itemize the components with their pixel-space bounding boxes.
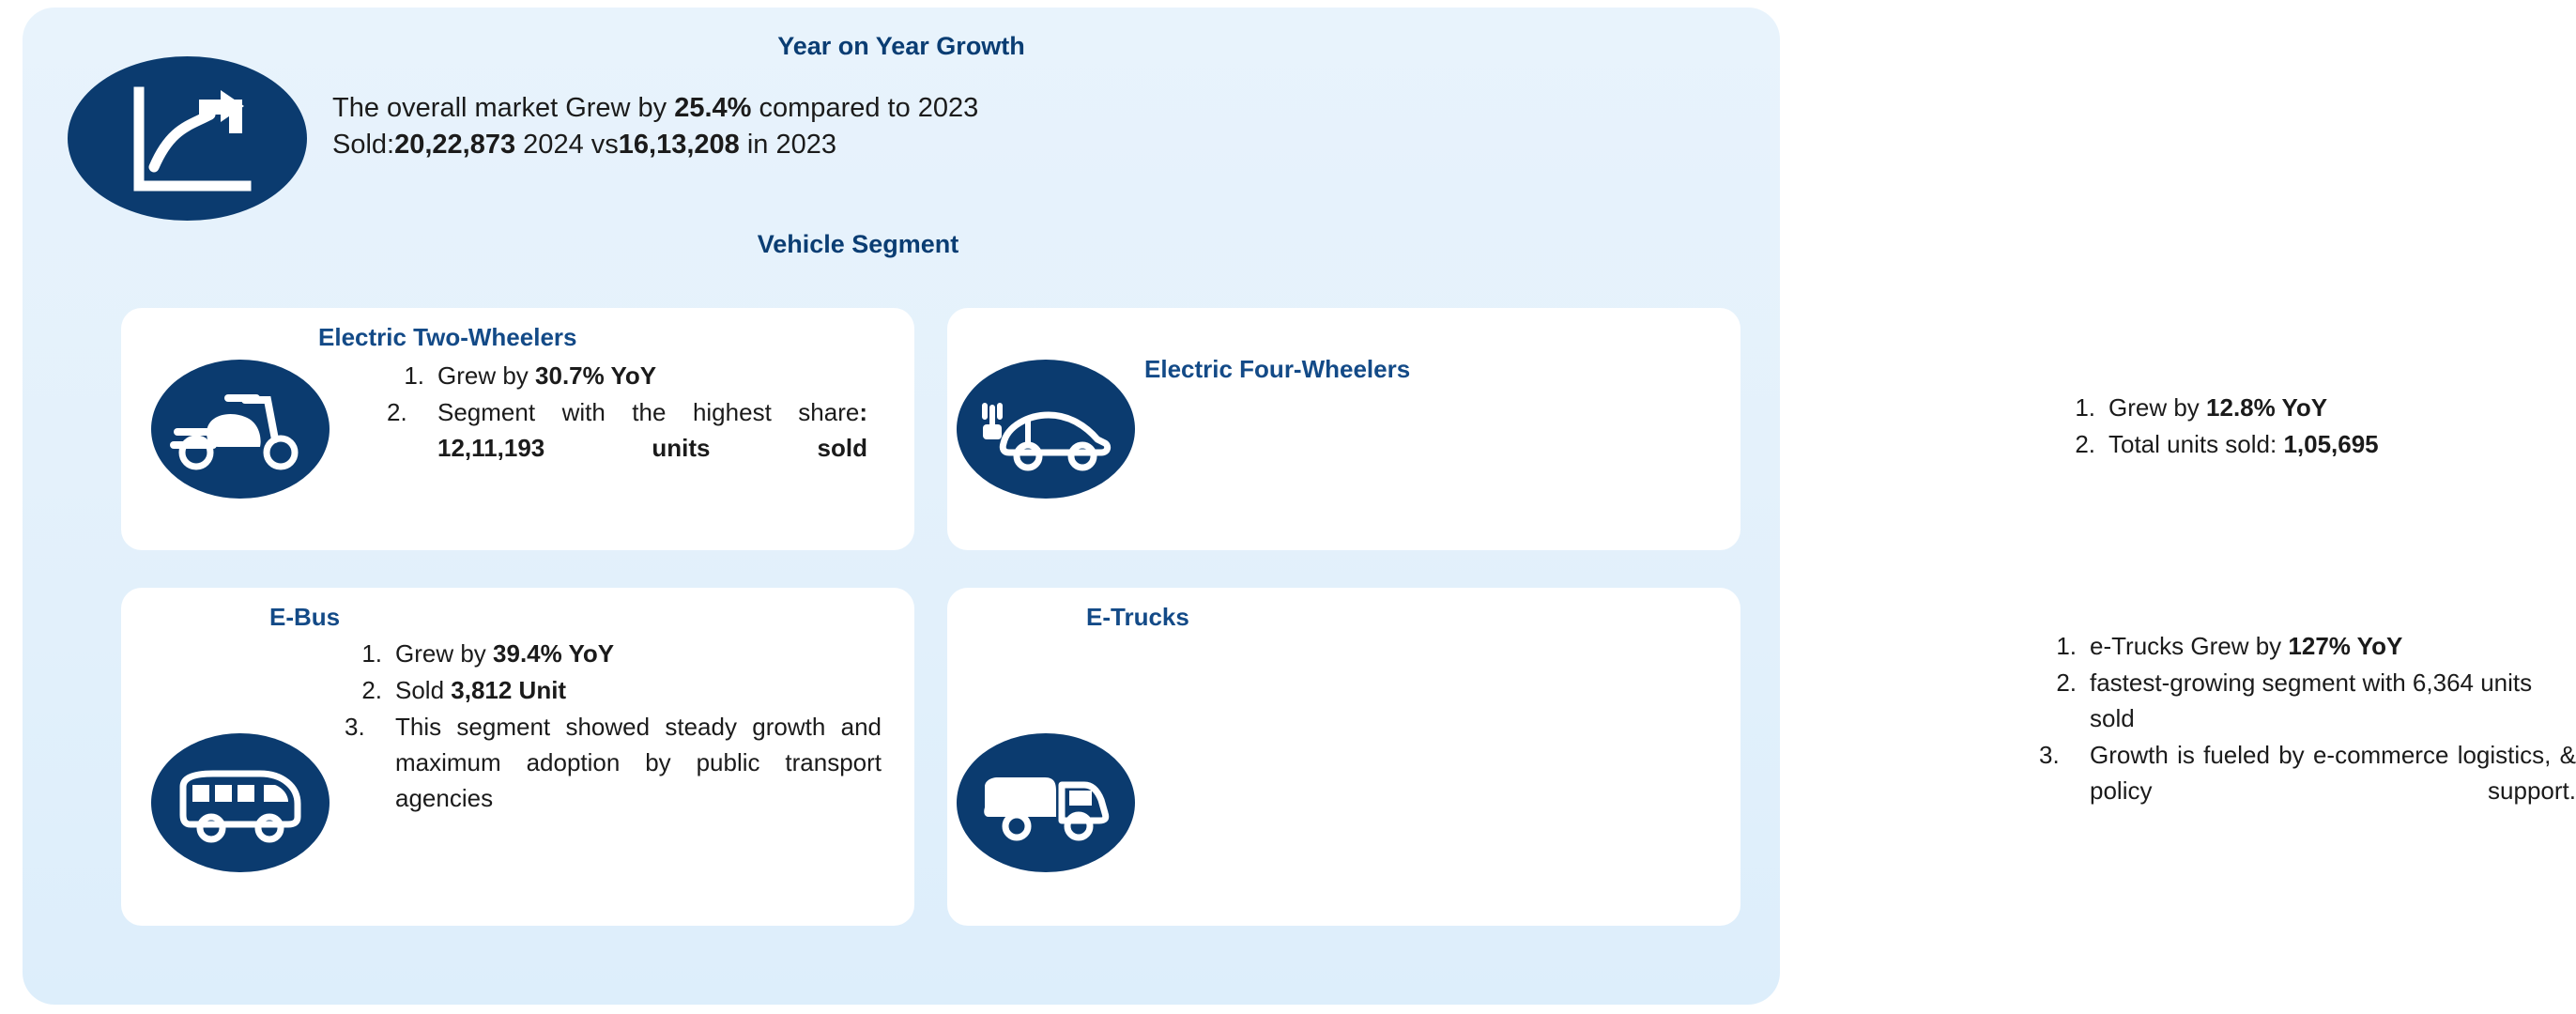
scooter-icon bbox=[151, 360, 330, 499]
list-item bbox=[337, 637, 882, 672]
list-highlight: : 12,11,193 units sold bbox=[437, 397, 867, 462]
list-item bbox=[337, 673, 882, 709]
list-number: 1. bbox=[2075, 393, 2095, 422]
list-number: 3. bbox=[2039, 740, 2060, 769]
yoy-sold-2024: 20,22,873 bbox=[394, 130, 516, 161]
list-item bbox=[2050, 427, 2576, 463]
yoy-line2-part-c: 2024 vs bbox=[515, 130, 619, 161]
list-text: Sold bbox=[395, 675, 452, 704]
list-number: 1. bbox=[2056, 632, 2077, 660]
list-number: 1. bbox=[404, 361, 424, 390]
list-text: Total units sold: bbox=[2108, 429, 2284, 458]
card-e-trucks bbox=[947, 588, 2576, 926]
list-text: fastest-growing segment with 6,364 units sold bbox=[2090, 668, 2533, 732]
yoy-line2-part-e: in 2023 bbox=[739, 130, 836, 161]
bus-icon bbox=[151, 733, 330, 872]
list-text: Segment with the highest share bbox=[437, 397, 860, 426]
list-text: Grew by bbox=[395, 639, 494, 668]
electric-car-icon bbox=[957, 360, 1135, 499]
yoy-line-1 bbox=[332, 90, 1459, 127]
list-text: e-Trucks Grew by bbox=[2090, 632, 2289, 660]
card-title-e-bus: E-Bus bbox=[269, 603, 341, 631]
list-item bbox=[379, 359, 867, 394]
truck-icon bbox=[957, 733, 1135, 872]
list-number: 3. bbox=[345, 712, 365, 741]
list-item bbox=[2032, 738, 2576, 809]
card-list-two-wheelers bbox=[379, 359, 867, 468]
list-number: 2. bbox=[2075, 429, 2095, 458]
list-highlight: 127% YoY bbox=[2288, 632, 2403, 660]
list-highlight: 39.4% YoY bbox=[493, 639, 615, 668]
list-number: 2. bbox=[387, 397, 407, 426]
list-highlight: 30.7% YoY bbox=[535, 361, 657, 390]
yoy-growth-percent: 25.4% bbox=[674, 93, 752, 123]
card-electric-four-wheelers bbox=[947, 308, 2379, 550]
list-item bbox=[2032, 629, 2576, 665]
list-number: 2. bbox=[2056, 668, 2077, 697]
list-highlight: 12.8% YoY bbox=[2206, 393, 2328, 422]
list-item bbox=[379, 395, 867, 467]
list-text: Growth is fueled by e-commerce logistics, & policy support. bbox=[2090, 740, 2576, 805]
list-text: This segment showed steady growth and maximum adoption by public transport agencies bbox=[395, 712, 882, 812]
list-item bbox=[2032, 666, 2576, 737]
yoy-sold-2023: 16,13,208 bbox=[618, 130, 740, 161]
card-title-e-trucks: E-Trucks bbox=[1086, 603, 1189, 631]
list-text: Grew by bbox=[2108, 393, 2207, 422]
list-text: Grew by bbox=[437, 361, 536, 390]
list-highlight: 1,05,695 bbox=[2283, 429, 2379, 458]
growth-chart-icon bbox=[68, 56, 307, 221]
yoy-line-2 bbox=[332, 127, 1459, 163]
card-electric-two-wheelers bbox=[121, 308, 914, 550]
card-title-two-wheelers: Electric Two-Wheelers bbox=[318, 323, 577, 351]
vehicle-segment-title: Vehicle Segment bbox=[757, 230, 959, 258]
list-item bbox=[337, 710, 882, 817]
card-list-four-wheelers bbox=[2050, 391, 2576, 464]
yoy-line1-part-a: The overall market Grew by bbox=[332, 93, 675, 123]
list-number: 2. bbox=[361, 675, 382, 704]
list-number: 1. bbox=[361, 639, 382, 668]
infographic-panel bbox=[23, 8, 2576, 1005]
yoy-summary-text bbox=[332, 90, 1459, 163]
list-highlight: 3,812 Unit bbox=[451, 675, 567, 704]
year-on-year-growth-title: Year on Year Growth bbox=[777, 32, 1025, 60]
card-title-four-wheelers: Electric Four-Wheelers bbox=[1144, 355, 1411, 383]
list-item bbox=[2050, 391, 2576, 426]
card-list-e-trucks bbox=[2032, 629, 2576, 810]
yoy-line2-part-a: Sold: bbox=[332, 130, 395, 161]
card-list-e-bus bbox=[337, 637, 882, 818]
yoy-line1-part-c: compared to 2023 bbox=[751, 93, 979, 123]
card-e-bus bbox=[121, 588, 914, 926]
